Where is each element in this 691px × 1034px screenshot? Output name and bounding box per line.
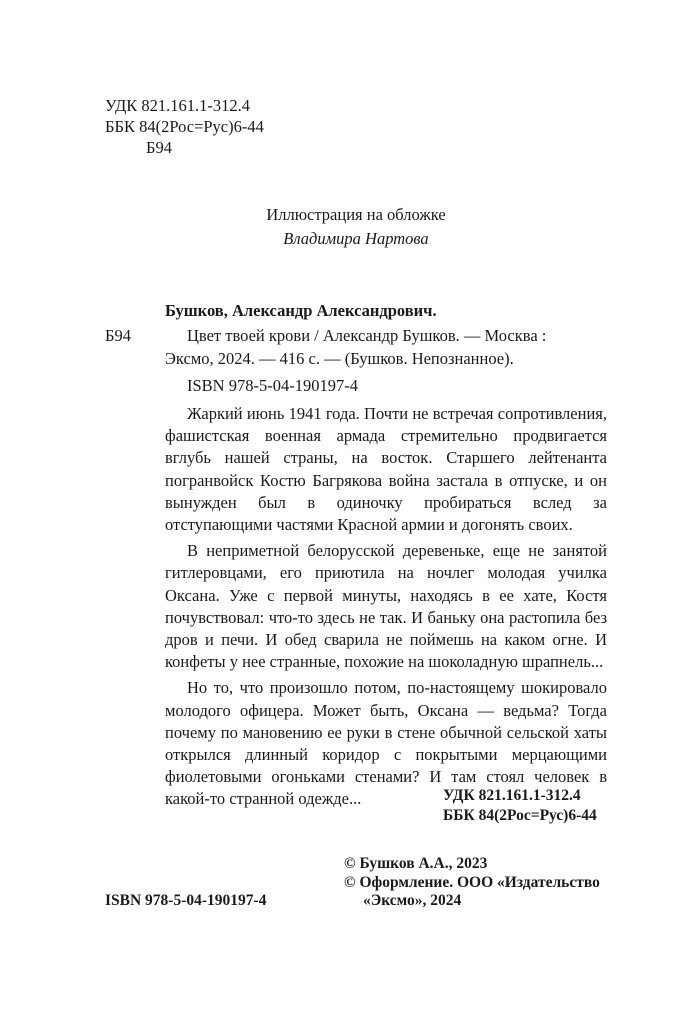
bibliography-description-line2: Эксмо, 2024. — 416 с. — (Бушков. Непознанное).: [165, 349, 514, 368]
copyright-author: © Бушков А.А., 2023: [344, 855, 488, 872]
annotation-paragraph: Но то, что произошло потом, по-настоящему шокировало молодого офицера. Может быть, Оксана — ведьма? Тогда почему по мановению ее руки в стене обычной сельской хаты открылся длинный коридор с покрытыми мерцающими фиолетовыми огоньками стенами? И там стоял человек в какой-то странной одежде...: [165, 678, 607, 809]
bottom-isbn: ISBN 978-5-04-190197-4: [105, 892, 267, 909]
bibliography-mark: Б94: [105, 326, 131, 345]
bbk-code: ББК 84(2Рос=Рус)6-44: [105, 117, 264, 136]
illustration-credit-line1: Иллюстрация на обложке: [266, 205, 446, 224]
copyright-design-line2: «Эксмо», 2024: [363, 892, 462, 909]
bibliography-description-line1: Цвет твоей крови / Александр Бушков. — Москва :: [187, 326, 547, 345]
copyright-design-line1: © Оформление. ООО «Издательство: [344, 874, 600, 891]
bibliography-author: Бушков, Александр Александрович.: [165, 301, 437, 320]
bottom-bbk-code: ББК 84(2Рос=Рус)6-44: [443, 807, 597, 824]
bottom-udk-code: УДК 821.161.1-312.4: [443, 787, 581, 804]
annotation-paragraph: Жаркий июнь 1941 года. Почти не встречая сопротивления, фашистская военная армада стремительно продвигается вглубь нашей страны, на восток. Старшего лейтенанта погранвойск Костю Багрякова война застала в отпуске, и он вынужден был в одиночку пробираться вслед за отступающими частями Красной армии и догонять своих.: [165, 404, 607, 535]
bibliography-isbn: ISBN 978-5-04-190197-4: [187, 376, 358, 395]
illustration-credit-artist: Владимира Нартова: [283, 229, 429, 248]
annotation-paragraph: В неприметной белорусской деревеньке, еще не занятой гитлеровцами, его приютила на ночлег молодая училка Оксана. Уже с первой минуты, находясь в ее хате, Костя почувствовал: что-то здесь не так. И баньку она растопила без дров и печи. И обед сварила не поймешь на каком огне. И конфеты у нее странные, похожие на шоколадную шрапнель...: [165, 541, 607, 672]
udk-code: УДК 821.161.1-312.4: [105, 96, 251, 115]
author-mark: Б94: [146, 138, 172, 157]
annotation: [165, 403, 607, 815]
